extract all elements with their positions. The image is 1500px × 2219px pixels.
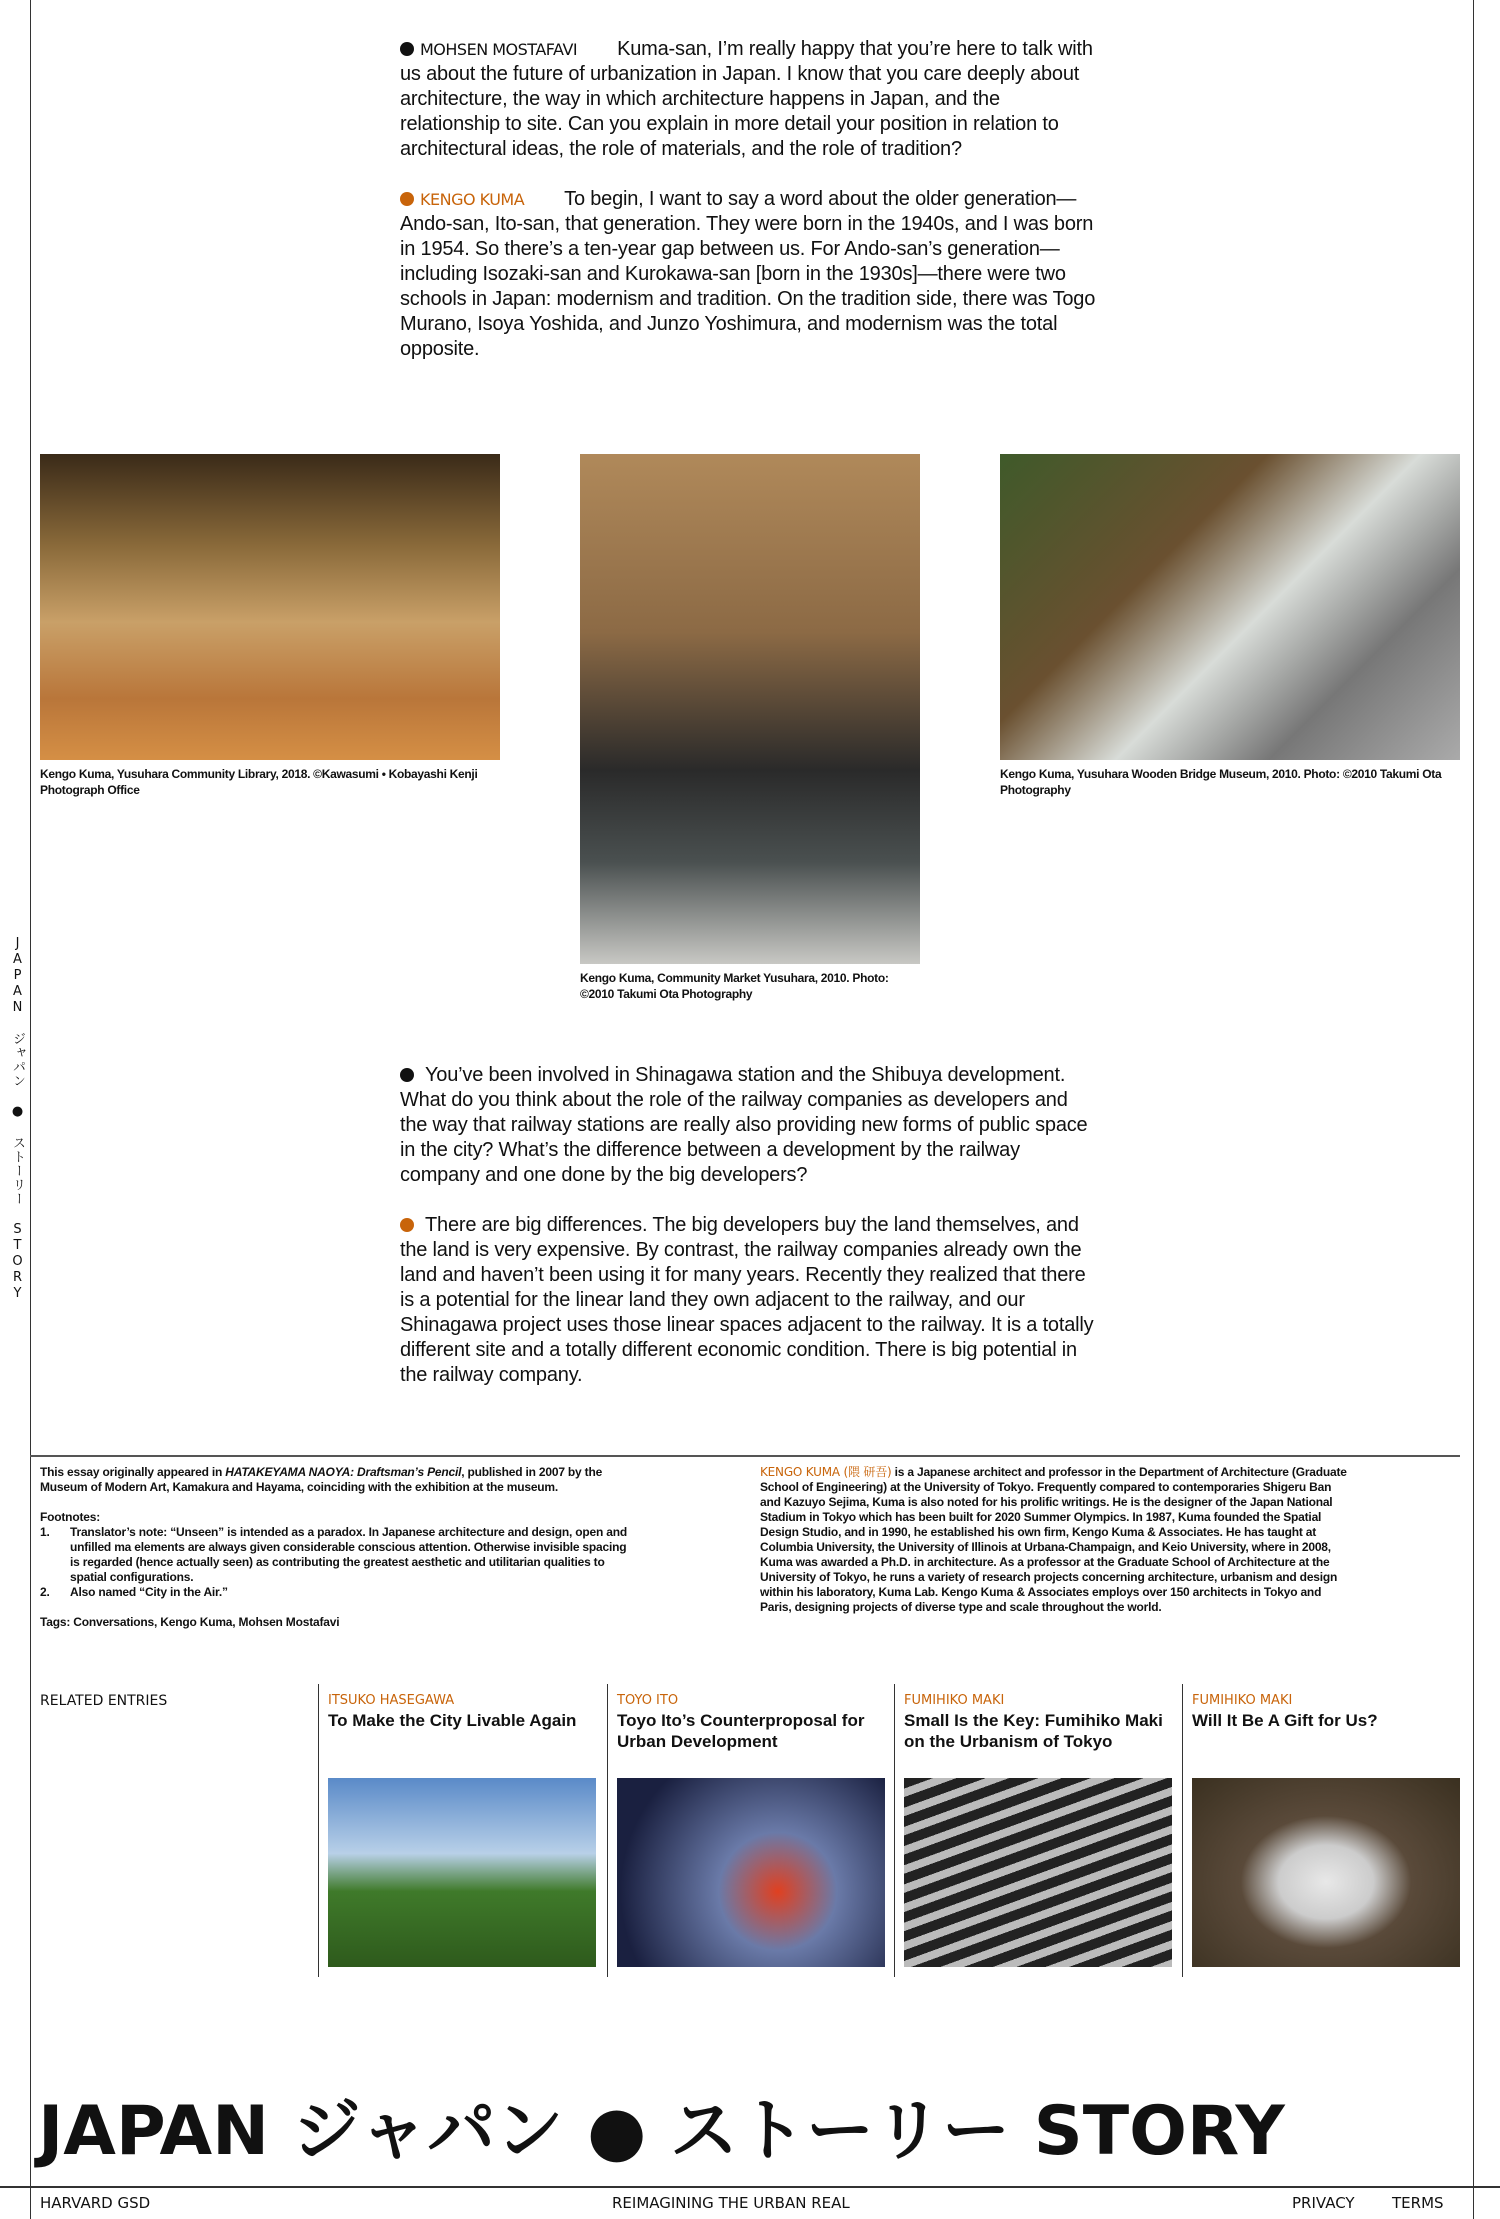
site-title[interactable]: JAPAN ジャパン ● ストーリー STORY: [38, 2092, 1285, 2171]
speaker-dot-icon: [400, 1218, 414, 1232]
question-1: MOHSEN MOSTAFAVI Kuma-san, I’m really happy that you’re here to talk with us about the future of urbanization in Japan. I know that you care deeply about architecture, the way in which architecture happens in Japan, and the relationship to site. Can you explain in more detail your position in relation to architectural ideas, the role of materials, and the role of tradition?: [400, 38, 1093, 160]
interview-part-2: [400, 1063, 1100, 1413]
related-entry[interactable]: ITSUKO HASEGAWA To Make the City Livable Again: [318, 1684, 606, 1977]
speaker-dot-icon: [400, 192, 414, 206]
speaker-name: MOHSEN MOSTAFAVI: [420, 40, 578, 59]
notes: This essay originally appeared in HATAKEYAMA NAOYA: Draftsman’s Pencil, published in 2007 by the Museum of Modern Art, Kamakura and Hayama, coinciding with the exhibition at the museum. Footnotes: 1. Translator’s note: “Unseen” is intended as a paradox. In Japanese architecture and design, open and unfilled ma elements are always given considerable conscious attention. Otherwise invisible spacing is regarded (hence actually seen) as contributing the greatest aesthetic and utilitarian qualities to spatial configurations. 2. Also named “City in the Air.” Tags: Conversations, Kengo Kuma, Mohsen Mostafavi: [40, 1465, 630, 1630]
tags[interactable]: Tags: Conversations, Kengo Kuma, Mohsen Mostafavi: [40, 1615, 340, 1629]
footnote: 2. Also named “City in the Air.”: [40, 1585, 228, 1599]
related-entry[interactable]: FUMIHIKO MAKI Will It Be A Gift for Us?: [1182, 1684, 1470, 1977]
interview-part-1: [400, 37, 1100, 387]
entry-thumbnail[interactable]: [1192, 1778, 1460, 1967]
bridge-museum-photo: [1000, 454, 1460, 760]
caption: Kengo Kuma, Community Market Yusuhara, 2010. Photo: ©2010 Takumi Ota Photography: [580, 971, 889, 1001]
footer-rule: [0, 2186, 1500, 2188]
entry-thumbnail[interactable]: [617, 1778, 885, 1967]
market-photo: [580, 454, 920, 964]
library-photo: [40, 454, 500, 760]
right-rule: [1473, 0, 1474, 2219]
caption: Kengo Kuma, Yusuhara Wooden Bridge Museum, 2010. Photo: ©2010 Takumi Ota Photography: [1000, 767, 1442, 797]
caption: Kengo Kuma, Yusuhara Community Library, 2018. ©Kawasumi • Kobayashi Kenji Photograph Office: [40, 767, 478, 797]
footer-privacy-link[interactable]: PRIVACY: [1292, 2194, 1355, 2212]
speaker-dot-icon: [400, 1068, 414, 1082]
related-entry[interactable]: FUMIHIKO MAKI Small Is the Key: Fumihiko Maki on the Urbanism of Tokyo: [894, 1684, 1182, 1977]
question-2: You’ve been involved in Shinagawa station and the Shibuya development. What do you think about the role of the railway companies as developers and the way that railway stations are really also providing new forms of public space in the city? What’s the difference between a development by the railway company and one done by the big developers?: [400, 1064, 1088, 1186]
footer-terms-link[interactable]: TERMS: [1392, 2194, 1444, 2212]
divider: [30, 1455, 1460, 1457]
speaker-dot-icon: [400, 42, 414, 56]
bio-name[interactable]: KENGO KUMA (隈 研吾): [760, 1465, 892, 1479]
related-entries-label: RELATED ENTRIES: [40, 1693, 168, 1709]
left-rule: [30, 0, 31, 2219]
footer-harvard-gsd-link[interactable]: HARVARD GSD: [40, 2194, 151, 2212]
answer-1: KENGO KUMA To begin, I want to say a word about the older generation—Ando-san, Ito-san, that generation. They were born in the 1940s, and I was born in 1954. So there’s a ten-year gap between us. For Ando-san’s generation—including Isozaki-san and Kurokawa-san [born in the 1930s]—there were two schools in Japan: modernism and tradition. On the tradition side, there was Togo Murano, Isoya Yoshida, and Junzo Yoshimura, and modernism was the total opposite.: [400, 188, 1096, 360]
speaker-name: KENGO KUMA: [420, 190, 525, 209]
related-entry[interactable]: TOYO ITO Toyo Ito’s Counterproposal for Urban Development: [607, 1684, 895, 1977]
footnote: 1. Translator’s note: “Unseen” is intended as a paradox. In Japanese architecture and design, open and unfilled ma elements are always given considerable conscious attention. Otherwise invisible spacing is regarded (hence actually seen) as contributing the greatest aesthetic and utilitarian qualities to spatial configurations.: [40, 1525, 628, 1584]
entry-thumbnail[interactable]: [904, 1778, 1172, 1967]
footer-tagline: REIMAGINING THE URBAN REAL: [612, 2194, 850, 2212]
side-title: JAPAN ジャパン ● ストーリー STORY: [10, 936, 25, 1302]
entry-thumbnail[interactable]: [328, 1778, 596, 1967]
answer-2: There are big differences. The big developers buy the land themselves, and the land is very expensive. By contrast, the railway companies already own the land and haven’t been using it for many years. Recently they realized that there is a potential for the linear land they own adjacent to the railway, and our Shinagawa project uses those linear spaces adjacent to the railway. It is a totally different site and a totally different economic condition. There is big potential in the railway company.: [400, 1214, 1094, 1386]
bio: KENGO KUMA (隈 研吾) is a Japanese architect and professor in the Department of Architecture (Graduate School of Engineering) at the University of Tokyo. Frequently compared to contemporaries Shigeru Ban and Kazuyo Sejima, Kuma is also noted for his prolific writings. He is the designer of the Japan National Stadium in Tokyo which has been built for 2020 Summer Olympics. In 1987, Kuma founded the Spatial Design Studio, and in 1990, he established his own firm, Kengo Kuma & Associates. He has taught at Columbia University, the University of Illinois at Urbana-Champaign, and Keio University, where in 2008, Kuma was awarded a Ph.D. in architecture. As a professor at the Graduate School of Architecture at the University of Tokyo, he runs a variety of research projects concerning architecture, urbanism and design within his laboratory, Kuma Lab. Kengo Kuma & Associates employs over 150 architects in Tokyo and Paris, designing projects of diverse type and scale throughout the world.: [760, 1465, 1347, 1614]
